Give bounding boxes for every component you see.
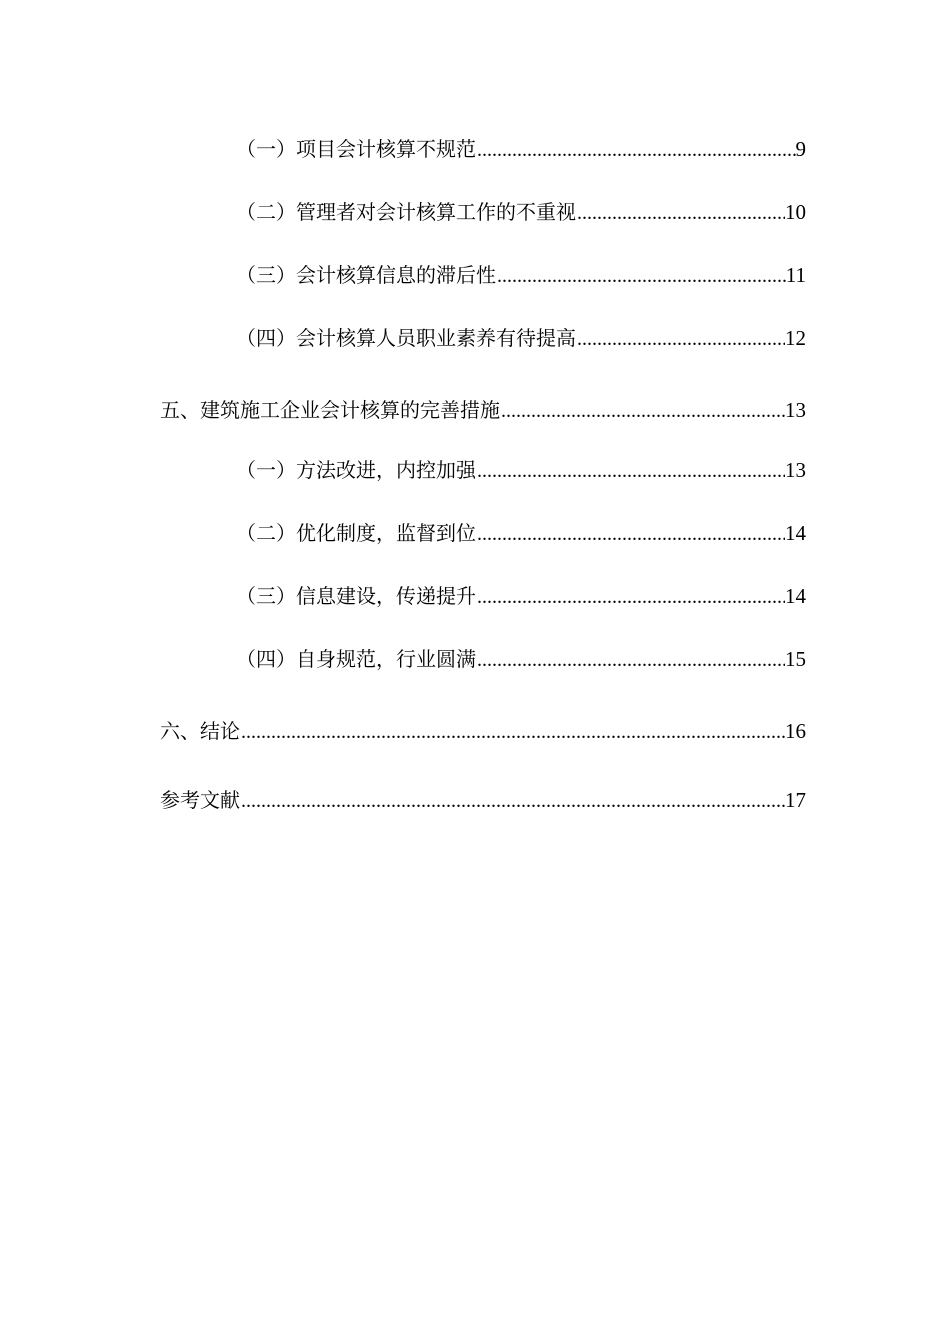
dot-leader <box>477 584 785 610</box>
toc-entry-page-number: 17 <box>785 788 806 812</box>
toc-entry-page-number: 13 <box>785 398 806 422</box>
dot-leader <box>501 398 785 424</box>
toc-entry-title: 参考文献 <box>160 788 240 812</box>
toc-entry[interactable] <box>236 583 806 610</box>
dot-leader <box>241 788 785 814</box>
toc-entry[interactable] <box>236 520 806 547</box>
toc-entry-page-number: 11 <box>785 263 806 287</box>
toc-entry-title: 六、结论 <box>160 719 240 743</box>
toc-entry[interactable] <box>160 787 806 814</box>
dot-leader <box>577 326 785 352</box>
toc-entry[interactable] <box>236 646 806 673</box>
dot-leader <box>577 200 785 226</box>
toc-entry-page-number: 14 <box>785 584 806 608</box>
toc-entry-page-number: 13 <box>785 458 806 482</box>
toc-entry-title: 五、建筑施工企业会计核算的完善措施 <box>160 398 500 422</box>
toc-entry[interactable] <box>236 457 806 484</box>
toc-entry[interactable] <box>160 397 806 424</box>
toc-entry-page-number: 12 <box>785 326 806 350</box>
dot-leader <box>477 458 785 484</box>
dot-leader <box>477 647 785 673</box>
dot-leader <box>477 137 796 163</box>
toc-entry-title: （二）管理者对会计核算工作的不重视 <box>236 200 576 224</box>
dot-leader <box>497 263 786 289</box>
toc-entry-page-number: 14 <box>785 521 806 545</box>
toc-entry[interactable] <box>160 718 806 745</box>
toc-entry[interactable] <box>236 325 806 352</box>
toc-entry[interactable] <box>236 199 806 226</box>
toc-entry-page-number: 9 <box>795 137 806 161</box>
toc-entry-page-number: 15 <box>785 647 806 671</box>
toc-entry-title: （一）方法改进，内控加强 <box>236 458 476 482</box>
dot-leader <box>241 719 785 745</box>
toc-entry-title: （四）会计核算人员职业素养有待提高 <box>236 326 576 350</box>
toc-entry[interactable] <box>236 136 806 163</box>
toc-entry-page-number: 16 <box>785 719 806 743</box>
toc-entry-title: （四）自身规范，行业圆满 <box>236 647 476 671</box>
toc-entry-title: （三）信息建设，传递提升 <box>236 584 476 608</box>
dot-leader <box>477 521 785 547</box>
toc-entry-title: （三）会计核算信息的滞后性 <box>236 263 496 287</box>
toc-entry[interactable] <box>236 262 806 289</box>
toc-entry-title: （一）项目会计核算不规范 <box>236 137 476 161</box>
toc-entry-title: （二）优化制度，监督到位 <box>236 521 476 545</box>
toc-entry-page-number: 10 <box>785 200 806 224</box>
